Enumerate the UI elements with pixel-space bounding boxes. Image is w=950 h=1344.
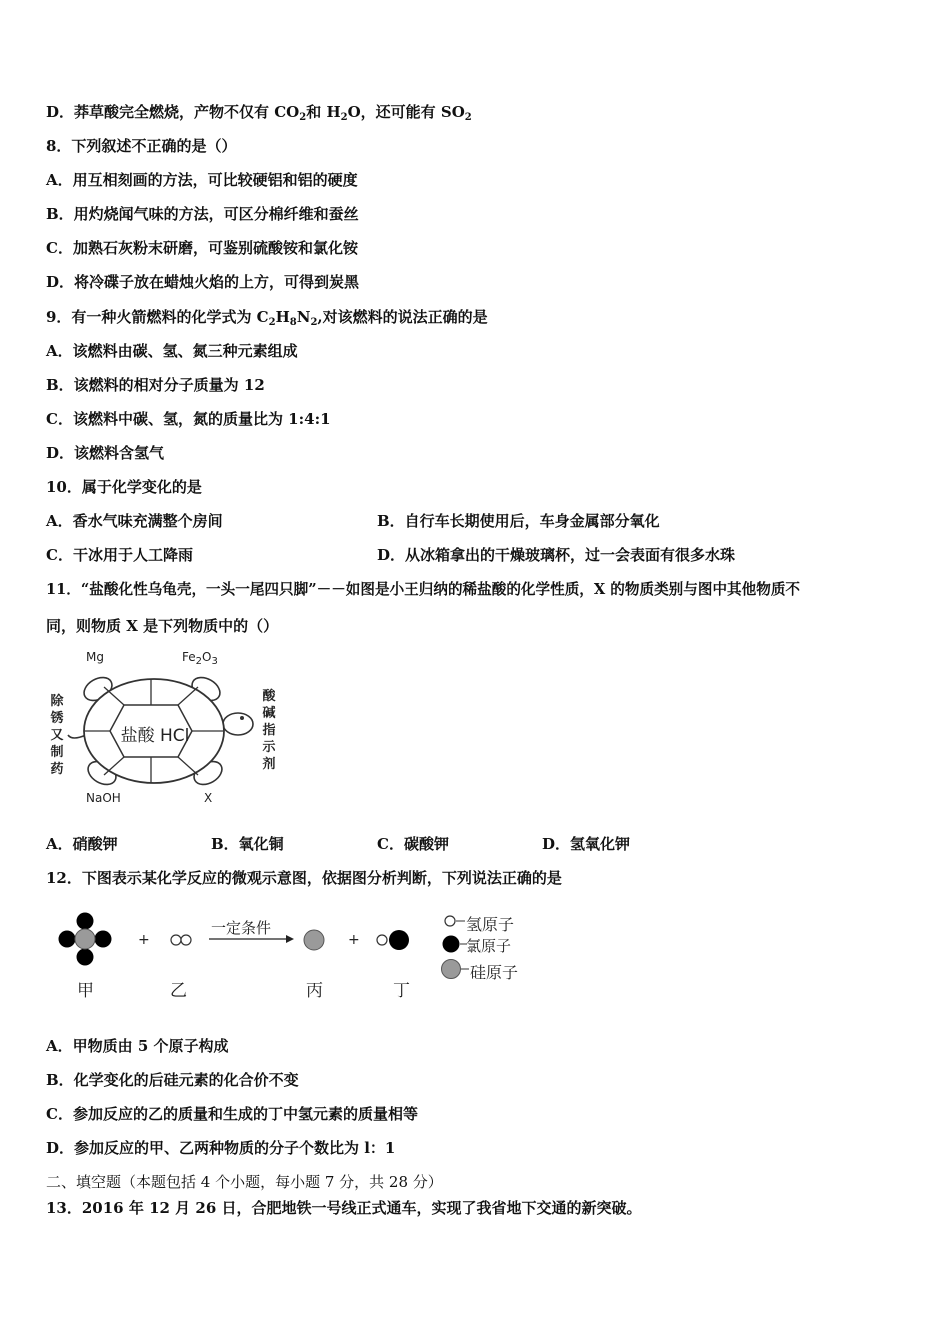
- q8-option-c: C．加熟石灰粉末研磨，可鉴别硫酸铵和氯化铵: [46, 239, 358, 257]
- q9-option-b: B．该燃料的相对分子质量为 12: [46, 376, 265, 394]
- molecule-ding: [377, 930, 409, 950]
- q11-option-b: B．氧化铜: [211, 835, 284, 853]
- q12-option-c: C．参加反应的乙的质量和生成的丁中氢元素的质量相等: [46, 1105, 418, 1123]
- q12-stem: 12．下图表示某化学反应的微观示意图，依据图分析判断，下列说法正确的是: [46, 869, 562, 887]
- q9-option-d: D．该燃料含氢气: [46, 444, 165, 462]
- label-ding: 丁: [393, 981, 410, 1001]
- q9-option-a: A．该燃料由碳、氢、氮三种元素组成: [46, 342, 298, 360]
- label-naoh: NaOH: [86, 791, 121, 805]
- legend-h-symbol: [445, 916, 455, 926]
- turtle-figure: [46, 645, 286, 810]
- legend-cl-symbol: [443, 936, 460, 953]
- q8-stem: 8．下列叙述不正确的是（）: [46, 137, 237, 155]
- label-acid-base-indicator: 酸碱指示剂: [262, 689, 276, 772]
- label-mg: Mg: [86, 650, 104, 664]
- label-bing: 丙: [306, 981, 323, 1001]
- label-jia: 甲: [77, 981, 94, 1001]
- q9-stem: 9．有一种火箭燃料的化学式为 $C_2H_8N_2$,对该燃料的说法正确的是: [46, 308, 488, 328]
- legend-silicon: 硅原子: [470, 963, 519, 982]
- q10-stem: 10．属于化学变化的是: [46, 478, 202, 496]
- q10-option-a: A．香水气味充满整个房间: [46, 512, 223, 530]
- legend: [442, 916, 470, 979]
- q12-option-b: B．化学变化的后硅元素的化合价不变: [46, 1071, 299, 1089]
- label-rust-medicine: 除锈又制药: [50, 694, 64, 777]
- plus-2: +: [348, 932, 360, 948]
- legend-hydrogen: 氢原子: [466, 915, 515, 934]
- molecule-jia: [59, 913, 112, 966]
- q11-stem-line2: 同，则物质 X 是下列物质中的（）: [46, 617, 279, 635]
- q10-option-b: B．自行车长期使用后，车身金属部分氧化: [377, 512, 660, 530]
- legend-chlorine: 氯原子: [466, 937, 512, 955]
- q8-option-b: B．用灼烧闻气味的方法，可区分棉纤维和蚕丝: [46, 205, 359, 223]
- q13-stem: 13．2016 年 12 月 26 日，合肥地铁一号线正式通车，实现了我省地下交通的新突破。: [46, 1199, 642, 1217]
- molecule-yi: [171, 935, 191, 945]
- label-fe2o3: $Fe_2O_3$: [182, 650, 218, 667]
- q7-option-d: D．莽草酸完全燃烧，产物不仅有 $CO_2$和 $H_2O$，还可能有 $SO_2$: [46, 103, 472, 123]
- q11-option-a: A．硝酸钾: [46, 835, 118, 853]
- reaction-condition: 一定条件: [211, 919, 272, 937]
- label-x: X: [204, 791, 213, 805]
- molecule-bing: [304, 930, 324, 950]
- q8-option-d: D．将冷碟子放在蜡烛火焰的上方，可得到炭黑: [46, 273, 360, 291]
- q10-option-c: C．干冰用于人工降雨: [46, 546, 193, 564]
- plus-1: +: [138, 932, 150, 948]
- label-yi: 乙: [170, 981, 187, 1001]
- q11-stem-line1: 11．“盐酸化性乌龟壳，一头一尾四只脚”－－如图是小王归纳的稀盐酸的化学性质，X 的物质类别与图中其他物质不: [46, 581, 801, 598]
- q12-option-a: A．甲物质由 5 个原子构成: [46, 1037, 229, 1055]
- q10-option-d: D．从冰箱拿出的干燥玻璃杯，过一会表面有很多水珠: [377, 546, 736, 564]
- q11-option-c: C．碳酸钾: [377, 835, 449, 853]
- arrow-head: [286, 935, 294, 943]
- turtle-center-label: 盐酸 HCl: [120, 726, 190, 746]
- q8-option-a: A．用互相刻画的方法，可比较硬铝和铝的硬度: [46, 171, 358, 189]
- section2-title: 二、填空题（本题包括 4 个小题，每小题 7 分，共 28 分）: [46, 1173, 443, 1191]
- legend-si-symbol: [442, 960, 461, 979]
- q11-option-d: D．氢氧化钾: [542, 835, 631, 853]
- q9-option-c: C．该燃料中碳、氢，氮的质量比为 1:4:1: [46, 410, 331, 428]
- q12-option-d: D．参加反应的甲、乙两种物质的分子个数比为 l：1: [46, 1139, 396, 1157]
